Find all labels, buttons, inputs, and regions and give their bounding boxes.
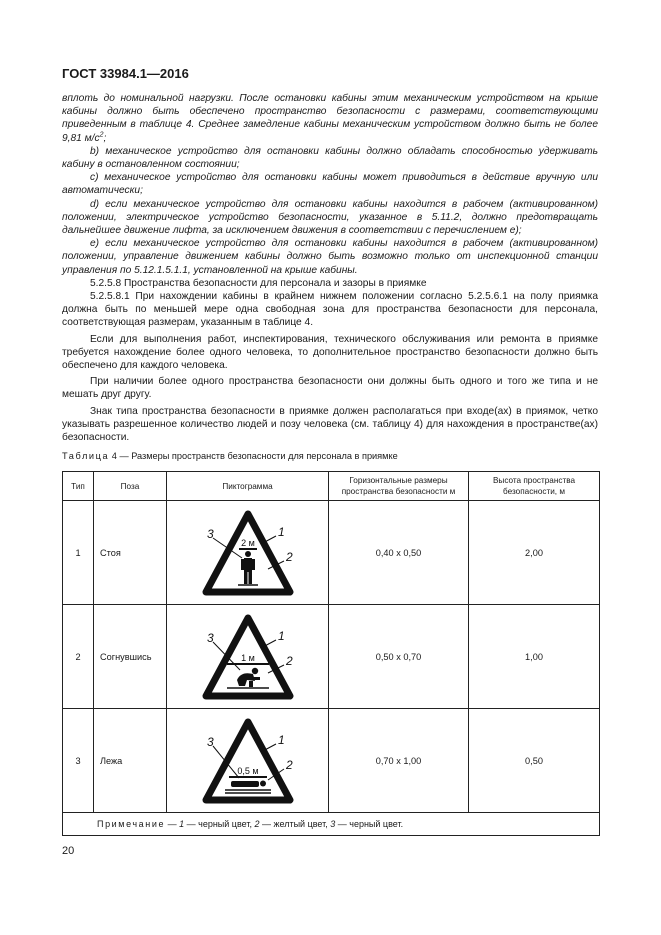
- header-horizontal-size: Горизонтальные размеры пространства безопасности м: [329, 472, 469, 501]
- table-row: [63, 605, 600, 709]
- table-note-row: [63, 813, 600, 836]
- cell-height: 1,00: [469, 605, 600, 709]
- header-type: Тип: [63, 472, 94, 501]
- note-number: 1: [179, 819, 185, 829]
- paragraph-sign: Знак типа пространства безопасности в приямке должен располагаться при входе(ах) в приямок, четко указывать разрешенное количество людей и позу человека (см. таблицу 4) для нахождения в пространстве(ах) безопасности.: [62, 405, 598, 444]
- callout-3: 3: [206, 526, 214, 541]
- paragraph-same-type: При наличии более одного пространства безопасности они должны быть одного и того же типа и не мешать друг другу.: [62, 376, 598, 401]
- note-number: 3: [330, 819, 336, 829]
- cell-pose: Стоя: [94, 501, 167, 605]
- cell-pictogram: [167, 501, 329, 605]
- cell-pictogram: [167, 709, 329, 813]
- lying-person-sign-icon: [183, 712, 313, 810]
- cell-horizontal-size: 0,70 х 1,00: [329, 709, 469, 813]
- cell-height: 0,50: [469, 709, 600, 813]
- section-5-2-5-8: 5.2.5.8 Пространства безопасности для персонала и зазоры в приямке: [90, 277, 427, 289]
- body-text: [62, 92, 598, 444]
- callout-3: 3: [206, 630, 214, 645]
- paragraph-multiple-persons: Если для выполнения работ, инспектирования, технического обслуживания или ремонта в приямке требуется нахождение более одного человека, то дополнительное пространство безопасности должно быть обеспечено для каждого человека.: [62, 333, 598, 372]
- note-text: — желтый цвет,: [259, 819, 331, 829]
- document-header: ГОСТ 33984.1—2016: [62, 66, 189, 81]
- table-caption-text: 4 — Размеры пространств безопасности для персонала в приямке: [109, 451, 398, 461]
- table-caption: [62, 451, 398, 461]
- item-e: е) если механическое устройство для остановки кабины находится в рабочем (активированном) положении, управление движением кабины должно быть возможно только от инспекционной станции управления по 5.12.1.5.1.1, установленной на крыше кабины.: [62, 238, 598, 276]
- note-label: Примечание: [97, 819, 166, 829]
- cell-type: 2: [63, 605, 94, 709]
- table-row: [63, 501, 600, 605]
- callout-3: 3: [206, 734, 214, 749]
- note-text: — черный цвет,: [184, 819, 255, 829]
- table-note: [63, 813, 600, 836]
- page-number: 20: [62, 845, 75, 857]
- callout-1: 1: [277, 732, 285, 747]
- cell-height: 2,00: [469, 501, 600, 605]
- cell-horizontal-size: 0,50 х 0,70: [329, 605, 469, 709]
- superscript: 2: [99, 131, 104, 139]
- paragraph-text: вплоть до номинальной нагрузки. После остановки кабины этим механическим устройством на крыше кабины должно быть обеспечено пространство безопасности с размерами, соответствующими приведенным в таблице 4. Среднее замедление кабины механическим устройством должно быть не более 9,81 м/с: [62, 93, 598, 144]
- cell-horizontal-size: 0,40 х 0,50: [329, 501, 469, 605]
- header-height: Высота пространства безопасности, м: [469, 472, 600, 501]
- callout-2: 2: [285, 653, 293, 668]
- paragraph-continuation: [62, 92, 598, 145]
- callout-2: 2: [285, 549, 293, 564]
- cell-pose: Лежа: [94, 709, 167, 813]
- item-c: с) механическое устройство для остановки кабины может приводиться в действие вручную или автоматически;: [62, 172, 598, 197]
- table-header-row: [63, 472, 600, 501]
- table-caption-label: Таблица: [62, 451, 110, 461]
- note-number: 2: [254, 819, 260, 829]
- callout-1: 1: [277, 628, 285, 643]
- callout-1: 1: [277, 524, 285, 539]
- pict-height-label: 2 м: [240, 537, 255, 548]
- note-text: —: [165, 819, 180, 829]
- pict-height-label: 0,5 м: [236, 765, 259, 776]
- safety-space-table: [62, 471, 600, 836]
- header-pose: Поза: [94, 472, 167, 501]
- crouching-person-sign-icon: [183, 608, 313, 706]
- header-pictogram: Пиктограмма: [167, 472, 329, 501]
- cell-type: 1: [63, 501, 94, 605]
- item-d: d) если механическое устройство для остановки кабины находится в рабочем (активированном) положении, электрическое устройство безопасности, указанное в 5.11.2, должно предотвращать дальнейшее движение лифта, за исключением движения в соответствии с перечислением е);: [62, 198, 598, 237]
- standing-person-sign-icon: [183, 504, 313, 602]
- item-b: b) механическое устройство для остановки кабины должно обладать способностью удерживать кабину в остановленном состоянии;: [62, 145, 598, 171]
- punctuation: ;: [103, 132, 107, 144]
- pict-height-label: 1 м: [240, 652, 255, 663]
- note-text: — черный цвет.: [335, 819, 404, 829]
- section-5-2-5-8-1: 5.2.5.8.1 При нахождении кабины в крайнем нижнем положении согласно 5.2.5.6.1 на полу приямка должна быть по меньшей мере одна свободная зона для пространства безопасности для персонала, соответствующая размерам, указанным в таблице 4.: [62, 291, 598, 329]
- cell-type: 3: [63, 709, 94, 813]
- table-row: [63, 709, 600, 813]
- cell-pose: Согнувшись: [94, 605, 167, 709]
- callout-2: 2: [285, 757, 293, 772]
- cell-pictogram: [167, 605, 329, 709]
